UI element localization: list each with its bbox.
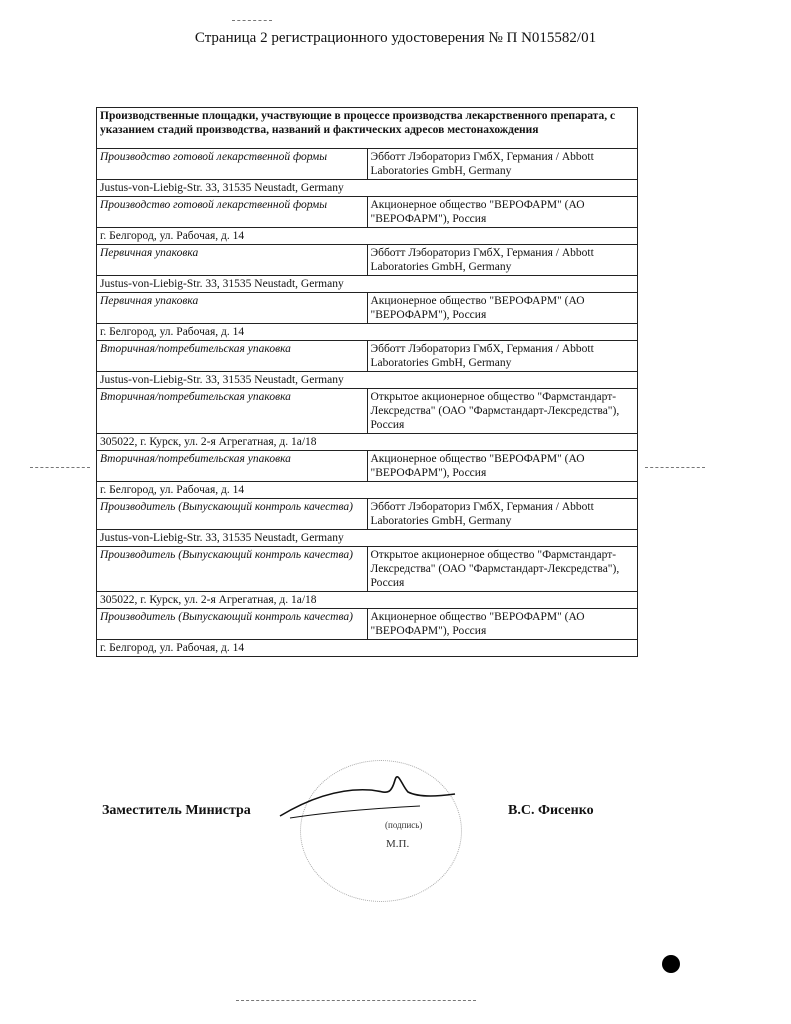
company-cell: Акционерное общество "ВЕРОФАРМ" (АО "ВЕРОФАРМ"), Россия [367, 451, 638, 482]
stage-cell: Вторичная/потребительская упаковка [97, 389, 368, 434]
company-cell: Открытое акционерное общество "Фармстандарт-Лексредства" (ОАО "Фармстандарт-Лексредства"), Россия [367, 547, 638, 592]
stage-cell: Первичная упаковка [97, 245, 368, 276]
table-header-row [97, 108, 638, 149]
address-row [97, 640, 638, 657]
table-row [97, 389, 638, 434]
address-row [97, 228, 638, 245]
company-cell: Открытое акционерное общество "Фармстандарт-Лексредства" (ОАО "Фармстандарт-Лексредства"), Россия [367, 389, 638, 434]
address-row [97, 482, 638, 499]
signature-caption: (подпись) [385, 820, 423, 830]
manufacturing-sites-table [96, 107, 638, 657]
stage-cell: Производитель (Выпускающий контроль качества) [97, 547, 368, 592]
address-row [97, 434, 638, 451]
company-cell: Эбботт Лэбораториз ГмбХ, Германия / Abbott Laboratories GmbH, Germany [367, 341, 638, 372]
address-cell: Justus-von-Liebig-Str. 33, 31535 Neustadt, Germany [97, 180, 638, 197]
address-row [97, 276, 638, 293]
signatory-position: Заместитель Министра [102, 803, 251, 818]
signatory-name: В.С. Фисенко [508, 803, 594, 818]
stage-cell: Производитель (Выпускающий контроль качества) [97, 499, 368, 530]
company-cell: Акционерное общество "ВЕРОФАРМ" (АО "ВЕРОФАРМ"), Россия [367, 609, 638, 640]
address-row [97, 372, 638, 389]
address-cell: г. Белгород, ул. Рабочая, д. 14 [97, 482, 638, 499]
table-row [97, 547, 638, 592]
hole-punch-mark [662, 955, 680, 973]
address-cell: г. Белгород, ул. Рабочая, д. 14 [97, 228, 638, 245]
address-cell: 305022, г. Курск, ул. 2-я Агрегатная, д. 1а/18 [97, 592, 638, 609]
table-row [97, 293, 638, 324]
table-row [97, 197, 638, 228]
page-title: Страница 2 регистрационного удостоверения № П N015582/01 [194, 30, 597, 46]
company-cell: Эбботт Лэбораториз ГмбХ, Германия / Abbott Laboratories GmbH, Germany [367, 245, 638, 276]
address-cell: г. Белгород, ул. Рабочая, д. 14 [97, 640, 638, 657]
address-cell: г. Белгород, ул. Рабочая, д. 14 [97, 324, 638, 341]
table-row [97, 245, 638, 276]
table-row [97, 499, 638, 530]
company-cell: Акционерное общество "ВЕРОФАРМ" (АО "ВЕРОФАРМ"), Россия [367, 197, 638, 228]
address-row [97, 530, 638, 547]
stage-cell: Вторичная/потребительская упаковка [97, 451, 368, 482]
scan-speck [236, 1000, 476, 1001]
address-cell: Justus-von-Liebig-Str. 33, 31535 Neustadt, Germany [97, 276, 638, 293]
seal-label: М.П. [386, 838, 410, 850]
table-row [97, 341, 638, 372]
table-row [97, 609, 638, 640]
scan-speck [232, 20, 272, 21]
stage-cell: Производитель (Выпускающий контроль качества) [97, 609, 368, 640]
company-cell: Эбботт Лэбораториз ГмбХ, Германия / Abbott Laboratories GmbH, Germany [367, 499, 638, 530]
stage-cell: Первичная упаковка [97, 293, 368, 324]
address-row [97, 180, 638, 197]
stage-cell: Производство готовой лекарственной формы [97, 197, 368, 228]
table-row [97, 149, 638, 180]
address-cell: Justus-von-Liebig-Str. 33, 31535 Neustadt, Germany [97, 372, 638, 389]
scan-speck [30, 467, 90, 468]
company-cell: Акционерное общество "ВЕРОФАРМ" (АО "ВЕРОФАРМ"), Россия [367, 293, 638, 324]
stage-cell: Вторичная/потребительская упаковка [97, 341, 368, 372]
address-cell: Justus-von-Liebig-Str. 33, 31535 Neustadt, Germany [97, 530, 638, 547]
signature-scribble [270, 768, 460, 828]
table-row [97, 451, 638, 482]
scan-speck [645, 467, 705, 468]
stage-cell: Производство готовой лекарственной формы [97, 149, 368, 180]
address-cell: 305022, г. Курск, ул. 2-я Агрегатная, д. 1а/18 [97, 434, 638, 451]
company-cell: Эбботт Лэбораториз ГмбХ, Германия / Abbott Laboratories GmbH, Germany [367, 149, 638, 180]
address-row [97, 324, 638, 341]
address-row [97, 592, 638, 609]
table-header: Производственные площадки, участвующие в процессе производства лекарственного препарата, с указанием стадий производства, названий и фактических адресов местонахождения [97, 108, 638, 149]
